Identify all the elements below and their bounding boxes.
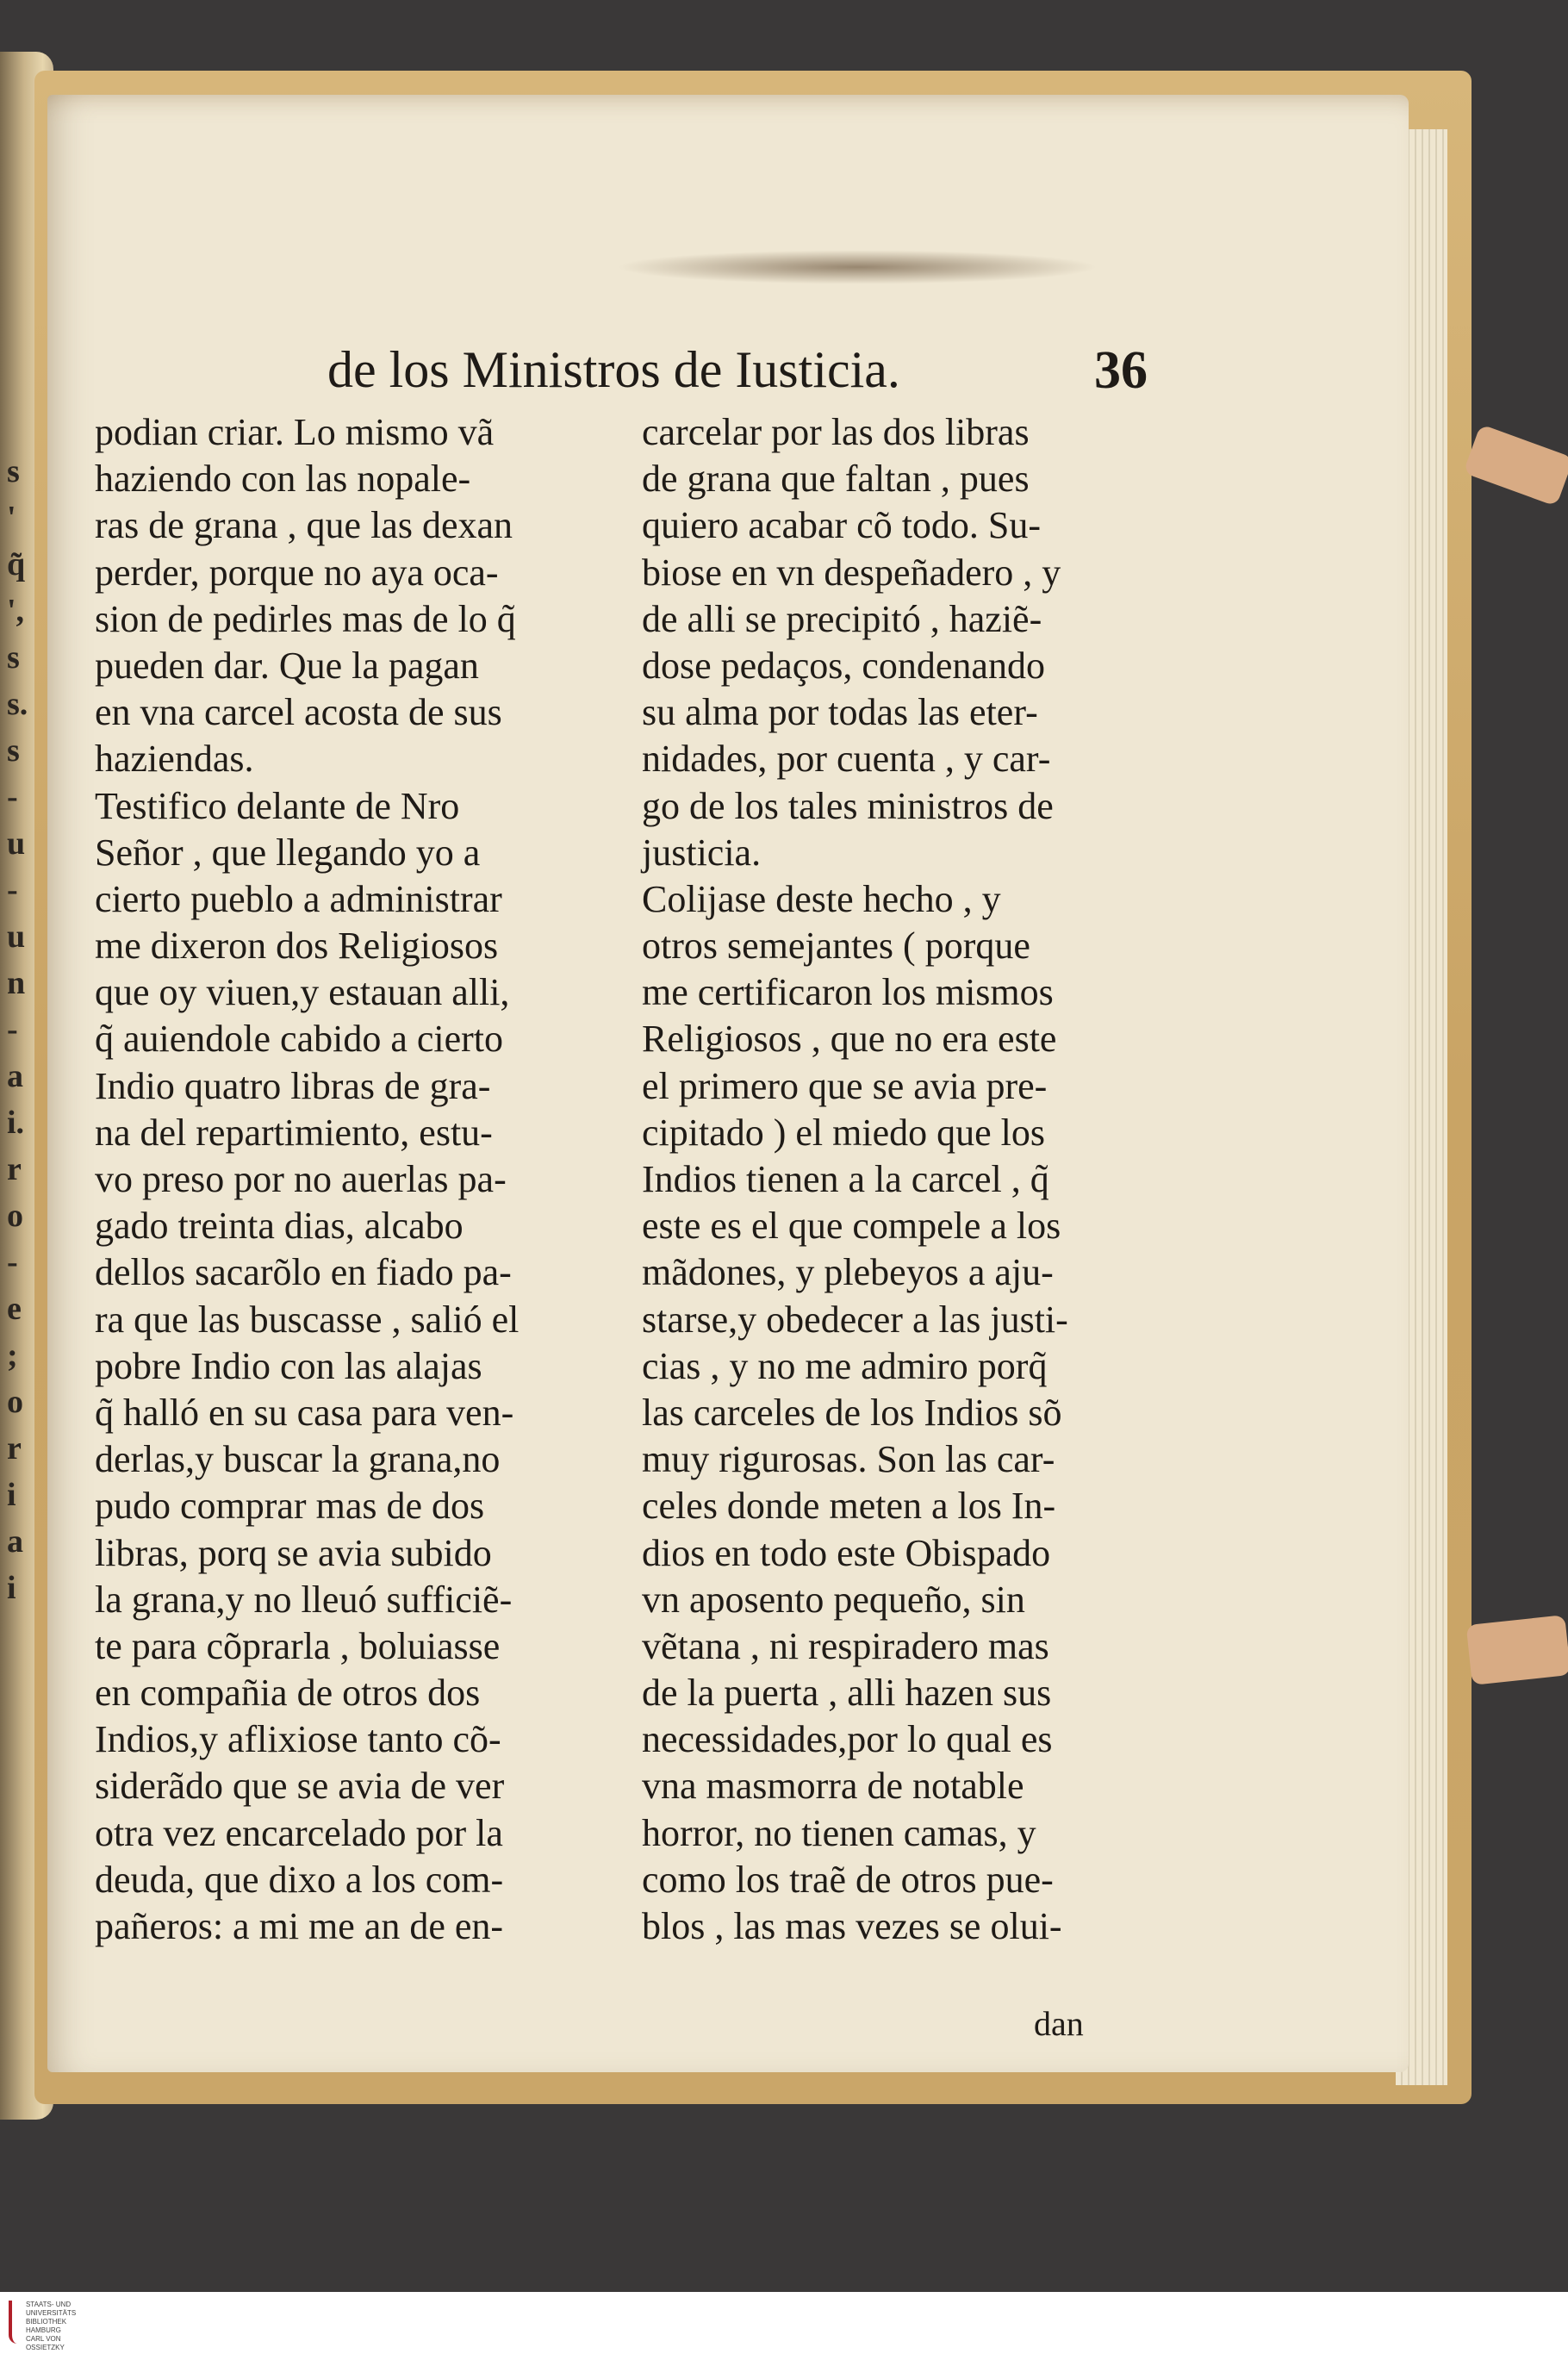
margin-fragment: s [7,732,20,769]
text-line: pobre Indio con las alajas [95,1344,482,1387]
text-line: muy rigurosas. Son las car- [642,1438,1055,1481]
text-line: siderãdo que se avia de ver [95,1765,505,1808]
text-line: de grana que faltan , pues [642,458,1030,501]
text-line: me certificaron los mismos [642,971,1054,1014]
text-line: derlas,y buscar la grana,no [95,1438,501,1481]
text-line: el primero que se avia pre- [642,1064,1048,1107]
text-line: me dixeron dos Religiosos [95,925,499,968]
text-line: Testifico delante de Nro [95,784,460,827]
text-line: quiero acabar cõ todo. Su- [642,504,1042,547]
margin-fragment: o [7,1384,23,1420]
margin-fragment: i. [7,1105,25,1141]
text-line: te para cõprarla , boluiasse [95,1624,501,1667]
text-line: cias , y no me admiro porq̃ [642,1344,1048,1387]
text-line: biose en vn despeñadero , y [642,551,1061,594]
text-line: carcelar por las dos libras [642,411,1030,453]
margin-fragment: r [7,1430,22,1466]
library-logo-mark [9,2301,21,2344]
margin-fragment: - [7,1244,18,1280]
margin-fragment: i [7,1477,16,1513]
margin-fragment: e [7,1291,22,1327]
text-line: ras de grana , que las dexan [95,504,513,547]
text-line: q̃ halló en su casa para ven- [95,1391,514,1434]
text-line: dellos sacarõlo en fiado pa- [95,1251,512,1294]
margin-fragment: a [7,1058,23,1094]
text-line: go de los tales ministros de [642,784,1054,827]
text-line: Religiosos , que no era este [642,1018,1057,1061]
text-line: necessidades,por lo qual es [642,1718,1053,1761]
library-logo-line: STAATS- UND UNIVERSITÄTS [25,2301,77,2317]
library-logo-text [26,2301,95,2352]
margin-fragment: u [7,825,26,862]
text-line: haziendo con las nopale- [95,458,471,501]
text-line: pueden dar. Que la pagan [95,644,479,687]
margin-fragment: s. [7,686,28,722]
text-line: las carceles de los Indios sõ [642,1391,1062,1434]
text-line: este es el que compele a los [642,1205,1061,1248]
text-line: blos , las mas vezes se olui- [642,1905,1062,1947]
right-text-column [642,409,1176,1950]
page-header [302,340,1180,409]
text-line: en vna carcel acosta de sus [95,691,502,734]
text-line: Colijase deste hecho , y [642,877,1001,920]
text-line: de la puerta , alli hazen sus [642,1672,1052,1715]
margin-fragment: q̃ [7,546,26,582]
text-line: otros semejantes ( porque [642,925,1030,968]
library-logo-line: HAMBURG [25,2326,61,2334]
margin-fragment: a [7,1523,23,1560]
text-line: gado treinta dias, alcabo [95,1205,464,1248]
scan-footer [0,2292,1568,2360]
library-logo [9,2301,95,2352]
text-line: su alma por todas las eter- [642,691,1038,734]
left-text-column [95,409,603,1950]
cloth-tie-bottom [1466,1615,1568,1685]
text-line: en compañia de otros dos [95,1672,481,1715]
text-line: justicia. [642,831,762,874]
text-line: sion de pedirles mas de lo q̃ [95,597,516,640]
text-line: vna masmorra de notable [642,1765,1024,1808]
text-line: starse,y obedecer a las justi- [642,1298,1068,1341]
text-line: la grana,y no lleuó sufficiẽ- [95,1578,513,1621]
catchword: dan [1034,2004,1084,2043]
page-stain [616,250,1098,284]
margin-fragment: s [7,639,20,676]
text-line: vo preso por no auerlas pa- [95,1158,507,1200]
text-line: Indios tienen a la carcel , q̃ [642,1158,1049,1200]
text-line: como los traẽ de otros pue- [642,1858,1054,1901]
text-line: de alli se precipitó , haziẽ- [642,597,1042,640]
text-line: nidades, por cuenta , y car- [642,738,1051,781]
margin-fragment: - [7,872,18,908]
text-line: otra vez encarcelado por la [95,1811,503,1854]
text-line: vn aposento pequeño, sin [642,1578,1025,1621]
text-line: pañeros: a mi me an de en- [95,1905,504,1947]
margin-fragment: o [7,1198,23,1234]
text-line: haziendas. [95,738,254,781]
running-title: de los Ministros de Iusticia. [327,341,900,398]
text-line: perder, porque no aya oca- [95,551,499,594]
text-line: deuda, que dixo a los com- [95,1858,504,1901]
left-margin-fragments [7,448,28,1611]
text-line: libras, porq se avia subido [95,1531,492,1574]
text-line: na del repartimiento, estu- [95,1111,493,1154]
page-number: 36 [1094,341,1148,400]
text-line: Señor , que llegando yo a [95,831,481,874]
text-line: dose pedaços, condenando [642,644,1045,687]
margin-fragment: - [7,1012,18,1048]
text-line: podian criar. Lo mismo vã [95,411,495,453]
text-line: vẽtana , ni respiradero mas [642,1624,1049,1667]
cloth-tie-top [1463,424,1568,507]
library-logo-line: BIBLIOTHEK [25,2318,67,2326]
text-line: cipitado ) el miedo que los [642,1111,1045,1154]
margin-fragment: s [7,453,20,489]
text-line: horror, no tienen camas, y [642,1811,1036,1854]
margin-fragment: r [7,1151,22,1187]
library-logo-line: CARL VON OSSIETZKY [25,2335,65,2351]
text-line: que oy viuen,y estauan alli, [95,971,510,1014]
text-line: Indio quatro libras de gra- [95,1064,491,1107]
text-line: celes donde meten a los In- [642,1485,1056,1528]
margin-fragment: u [7,918,26,955]
text-line: ra que las buscasse , salió el [95,1298,520,1341]
margin-fragment: ' [7,500,16,536]
text-line: Indios,y aflixiose tanto cõ- [95,1718,501,1761]
margin-fragment: ; [7,1337,18,1373]
margin-fragment: n [7,965,26,1001]
text-line: mãdones, y plebeyos a aju- [642,1251,1054,1294]
text-line: q̃ auiendole cabido a cierto [95,1018,504,1061]
margin-fragment: i [7,1570,16,1606]
margin-fragment: - [7,779,18,815]
text-line: cierto pueblo a administrar [95,877,502,920]
text-line: pudo comprar mas de dos [95,1485,485,1528]
text-line: dios en todo este Obispado [642,1531,1051,1574]
margin-fragment: ', [7,593,25,629]
